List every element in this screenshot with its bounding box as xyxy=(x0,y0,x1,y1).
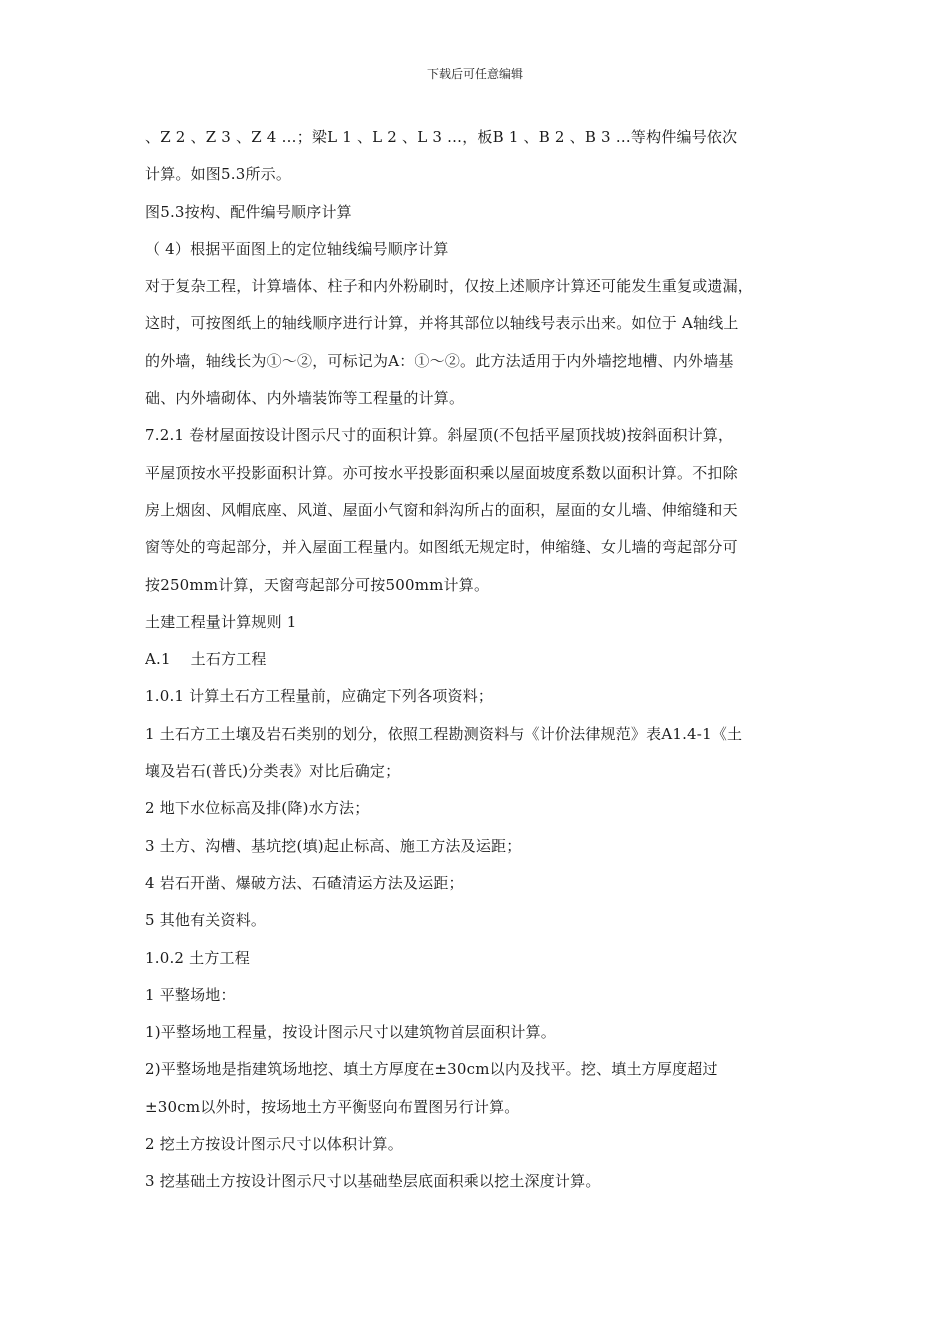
text-line-26: 2)平整场地是指建筑场地挖、填土方厚度在±30cm以内及找平。挖、填土方厚度超过 xyxy=(145,1060,718,1079)
text-line-19: 2 地下水位标高及排(降)水方法； xyxy=(145,799,370,818)
text-line-12: 窗等处的弯起部分，并入屋面工程量内。如图纸无规定时，伸缩缝、女儿墙的弯起部分可 xyxy=(145,538,738,557)
rules-title: 土建工程量计算规则 1 xyxy=(145,612,297,631)
text-line-8: 础、内外墙砌体、内外墙装饰等工程量的计算。 xyxy=(145,389,465,408)
section-heading-102: 1.0.2 土方工程 xyxy=(145,948,250,967)
text-line-9: 7.2.1 卷材屋面按设计图示尺寸的面积计算。斜屋顶(不包括平屋顶找坡)按斜面积计算， xyxy=(145,426,734,445)
section-heading-a1: A.1 土石方工程 xyxy=(145,650,267,669)
section-heading-4: （ 4）根据平面图上的定位轴线编号顺序计算 xyxy=(145,239,449,258)
text-line-13: 按250mm计算，天窗弯起部分可按500mm计算。 xyxy=(145,575,490,594)
text-line-5: 对于复杂工程，计算墙体、柱子和内外粉刷时，仅按上述顺序计算还可能发生重复或遗漏， xyxy=(145,277,754,296)
text-line-7: 的外墙，轴线长为①～②，可标记为A：①～②。此方法适用于内外墙挖地槽、内外墙基 xyxy=(145,351,734,370)
text-line-22: 5 其他有关资料。 xyxy=(145,911,267,930)
text-line-24: 1 平整场地： xyxy=(145,985,236,1004)
text-line-6: 这时，可按图纸上的轴线顺序进行计算，并将其部位以轴线号表示出来。如位于 A轴线上 xyxy=(145,314,739,333)
text-line-18: 壤及岩石(普氏)分类表》对比后确定； xyxy=(145,762,401,781)
figure-caption: 图5.3按构、配件编号顺序计算 xyxy=(145,202,352,221)
document-body xyxy=(145,122,815,1204)
text-line-11: 房上烟囱、风帽底座、风道、屋面小气窗和斜沟所占的面积，屋面的女儿墙、伸缩缝和天 xyxy=(145,500,738,519)
text-line-10: 平屋顶按水平投影面积计算。亦可按水平投影面积乘以屋面坡度系数以面积计算。不扣除 xyxy=(145,463,738,482)
text-line-17: 1 土石方工土壤及岩石类别的划分，依照工程勘测资料与《计价法律规范》表A1.4-1《土 xyxy=(145,724,743,743)
text-line-1: 、Z 2 、Z 3 、Z 4 …；梁L 1 、L 2 、L 3 …，板B 1 、B 2 、B 3 …等构件编号依次 xyxy=(145,128,738,146)
text-line-20: 3 土方、沟槽、基坑挖(填)起止标高、施工方法及运距； xyxy=(145,836,522,855)
text-line-29: 3 挖基础土方按设计图示尺寸以基础垫层底面积乘以挖土深度计算。 xyxy=(145,1172,601,1191)
text-line-2: 计算。如图5.3所示。 xyxy=(145,165,292,184)
text-line-16: 1.0.1 计算土石方工程量前，应确定下列各项资料； xyxy=(145,687,494,706)
text-line-21: 4 岩石开凿、爆破方法、石碴清运方法及运距； xyxy=(145,873,464,892)
page-header-note: 下载后可任意编辑 xyxy=(426,67,523,81)
text-line-27: ±30cm以外时，按场地土方平衡竖向布置图另行计算。 xyxy=(145,1097,520,1116)
text-line-25: 1)平整场地工程量，按设计图示尺寸以建筑物首层面积计算。 xyxy=(145,1023,556,1042)
text-line-28: 2 挖土方按设计图示尺寸以体积计算。 xyxy=(145,1135,403,1154)
